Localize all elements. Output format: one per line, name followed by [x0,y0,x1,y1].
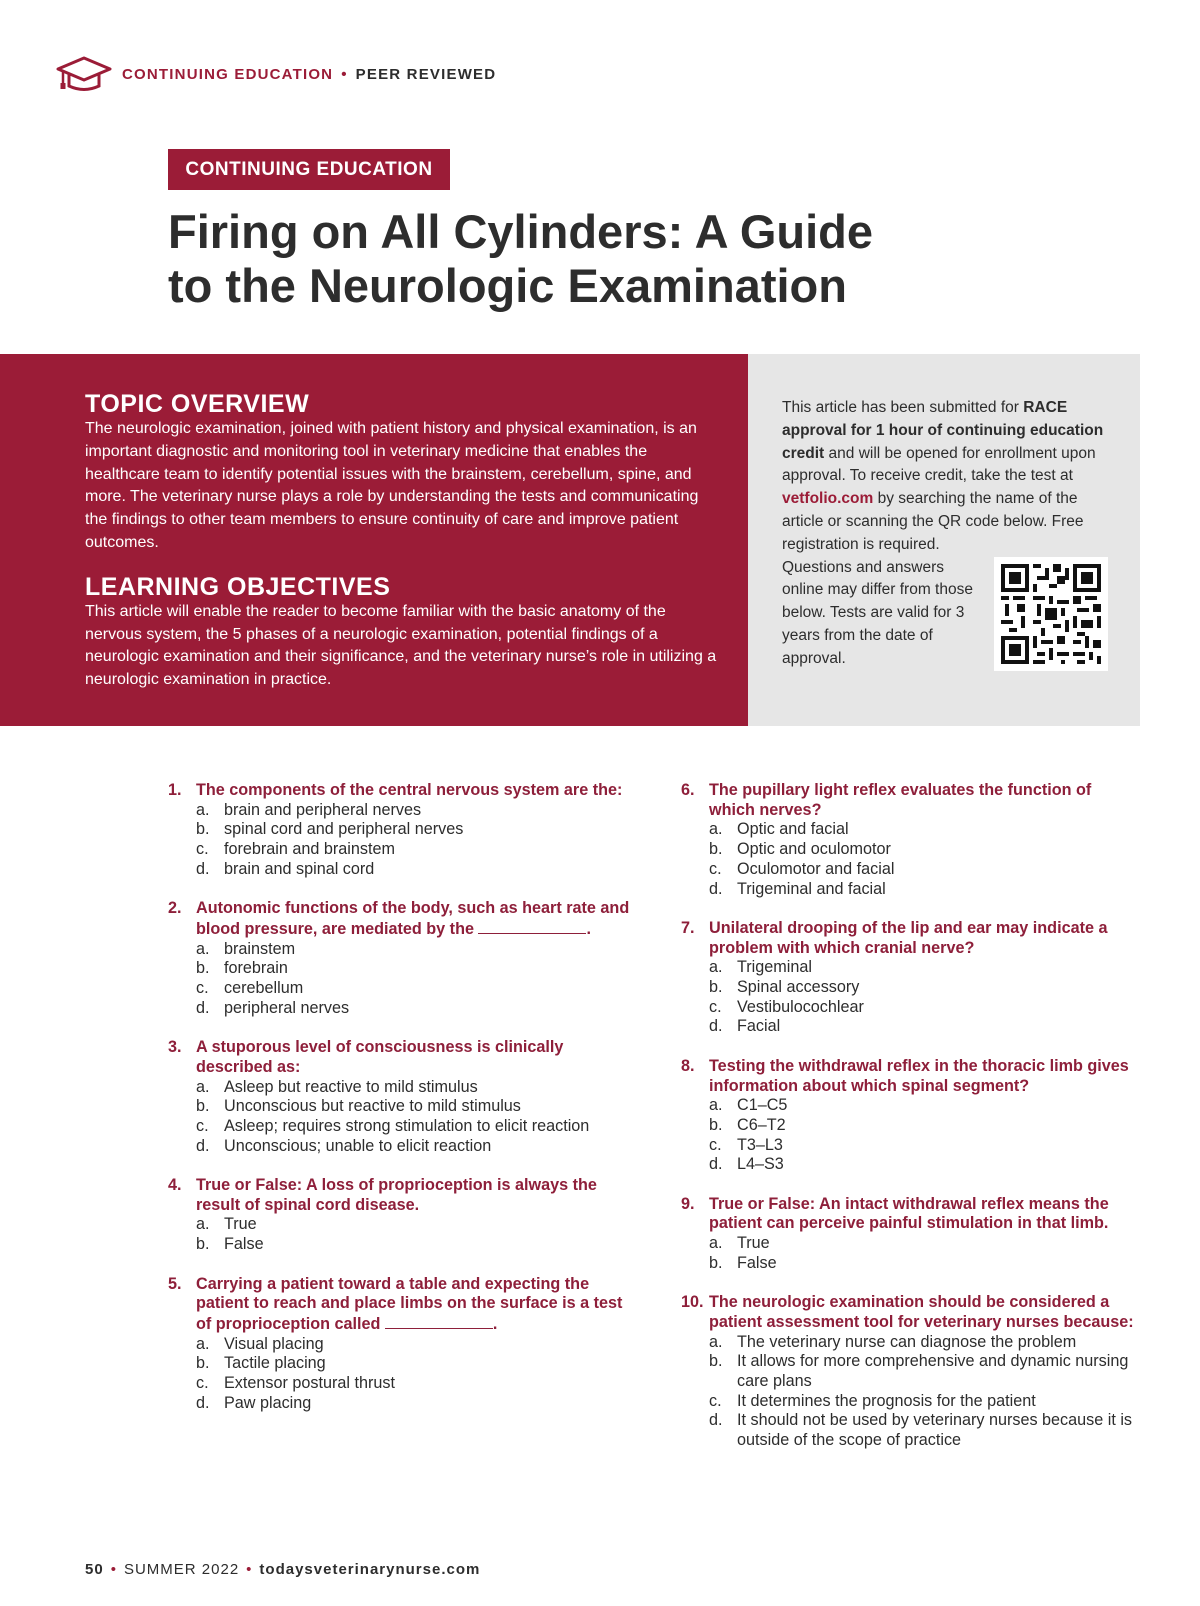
footer-separator: • [246,1561,253,1578]
option-text: Trigeminal and facial [737,879,886,898]
answer-option [168,1335,638,1355]
question-item [681,1293,1141,1451]
answer-option [681,998,1141,1018]
option-text: Tactile placing [224,1354,326,1373]
option-letter: d. [709,879,723,898]
option-letter: b. [709,978,723,997]
question-stem [681,1195,1141,1234]
question-number: 6. [681,781,695,799]
answer-option [681,1333,1141,1353]
option-text: Vestibulocochlear [737,997,864,1016]
question-number: 9. [681,1194,695,1213]
kicker-separator: • [341,65,348,83]
question-item [681,781,1141,899]
page-number: 50 [85,1561,104,1578]
answer-option [168,1117,638,1137]
option-text: brain and spinal cord [224,859,375,878]
option-letter: c. [709,1391,722,1410]
credit-intro: This article has been submitted for [782,399,1024,416]
section-header [56,54,496,94]
question-item [168,899,638,1018]
question-number: 4. [168,1176,182,1195]
option-text: forebrain [224,959,288,978]
question-stem [168,781,638,801]
title-line-2: to the Neurologic Examination [168,259,847,312]
answer-option [168,1235,638,1255]
option-letter: b. [196,959,210,978]
question-text-body: True or False: An intact withdrawal reflex means the patient can perceive painful stimulation in that limb. [709,1194,1109,1233]
question-text [709,919,1141,958]
answer-option [168,1215,638,1235]
article-title [168,205,968,313]
website-link[interactable]: todaysveterinarynurse.com [259,1561,481,1578]
question-stem [681,1057,1141,1096]
question-number: 8. [681,1056,695,1075]
option-text: True [737,1234,770,1253]
answer-option [681,880,1141,900]
option-letter: d. [196,859,210,878]
credit-info-panel [748,354,1140,726]
option-letter: b. [709,1115,723,1134]
ce-badge: CONTINUING EDUCATION [168,149,450,190]
option-letter: a. [196,939,210,958]
graduation-cap-icon [56,55,112,93]
answer-option [681,1155,1141,1175]
option-letter: a. [196,800,210,819]
option-text: Visual placing [224,1334,324,1353]
answer-option [168,840,638,860]
answer-option [681,820,1141,840]
question-number: 7. [681,918,695,937]
question-item [681,1195,1141,1274]
option-letter: b. [196,1097,210,1116]
answer-blank [385,1314,493,1329]
credit-race-approval: RACE approval for 1 hour of continuing education credit [782,399,1104,462]
option-text: True [224,1215,257,1234]
option-letter: c. [709,1135,722,1154]
answer-option [168,979,638,999]
question-text-body: A stuporous level of consciousness is clinically described as: [196,1038,564,1076]
option-letter: c. [196,1116,209,1135]
question-stem [168,899,638,939]
option-letter: d. [196,998,210,1017]
option-text: The veterinary nurse can diagnose the problem [737,1332,1077,1351]
answer-option [168,820,638,840]
option-letter: b. [196,1354,210,1373]
option-letter: b. [196,820,210,839]
vetfolio-link[interactable]: vetfolio.com [782,490,874,508]
page-footer [85,1561,480,1578]
question-text [709,781,1141,820]
answer-option [681,1234,1141,1254]
option-letter: a. [709,1332,723,1351]
option-letter: c. [709,859,722,878]
answer-option [168,1097,638,1117]
question-text [196,1176,638,1215]
option-letter: b. [196,1235,210,1254]
answer-option [168,860,638,880]
option-letter: d. [196,1393,210,1412]
option-text: False [737,1253,777,1272]
credit-info-text [782,397,1114,557]
qr-code-icon [1001,564,1101,664]
option-letter: a. [196,1077,210,1096]
option-letter: a. [709,820,723,839]
topic-overview-text: The neurologic examination, joined with patient history and physical examination, is an important diagnostic and monitoring tool in veterinary medicine that enables the healthcare team to identify potential issues with the brainstem, cerebellum, spine, and more. The veterinary nurse plays a role by understanding the tests and communicating the findings to other team members to ensure continuity of care and improve patient outcomes. [85,420,699,551]
option-text: forebrain and brainstem [224,840,395,859]
question-text-body: The pupillary light reflex evaluates the function of which nerves? [709,781,1092,819]
option-text: Asleep; requires strong stimulation to elicit reaction [224,1116,590,1135]
kicker [122,66,496,83]
option-text: C1–C5 [737,1096,788,1115]
qr-code[interactable] [994,557,1108,671]
question-text [709,1195,1141,1234]
question-item [168,1275,638,1414]
question-item [168,1038,638,1156]
question-number: 3. [168,1038,182,1057]
answer-option [168,801,638,821]
option-letter: a. [196,1334,210,1353]
answer-option [681,958,1141,978]
question-stem [681,919,1141,958]
learning-objectives-text: This article will enable the reader to become familiar with the basic anatomy of the nervous system, the 5 phases of a neurologic examination, potential findings of a neurologic examination and their significance, and the veterinary nurse’s role in utilizing a neurologic examination in practice. [85,602,717,689]
option-letter: a. [709,958,723,977]
answer-option [168,999,638,1019]
option-text: Oculomotor and facial [737,859,895,878]
option-letter: c. [196,840,209,859]
question-text [196,899,638,939]
topic-overview-heading: TOPIC OVERVIEW [85,390,310,418]
option-text: It allows for more comprehensive and dynamic nursing care plans [737,1352,1129,1391]
question-text-body: Carrying a patient toward a table and expecting the patient to reach and place limbs on the surface is a test of proprioception called [196,1274,623,1333]
option-text: Unconscious; unable to elicit reaction [224,1136,492,1155]
option-text: cerebellum [224,979,304,998]
answer-option [681,840,1141,860]
question-stem [168,1176,638,1215]
option-letter: d. [709,1411,723,1430]
question-item [168,1176,638,1255]
question-stem [168,1275,638,1335]
option-text: spinal cord and peripheral nerves [224,820,464,839]
option-text: Paw placing [224,1393,312,1412]
question-text [196,1038,638,1077]
kicker-review: PEER REVIEWED [355,65,497,83]
option-letter: d. [196,1136,210,1155]
option-text: brain and peripheral nerves [224,800,422,819]
option-text: T3–L3 [737,1135,783,1154]
footer-separator: • [110,1561,117,1578]
question-text-body: True or False: A loss of proprioception is always the result of spinal cord disease. [196,1176,597,1214]
option-text: Facial [737,1017,781,1036]
option-letter: c. [196,979,209,998]
option-text: Spinal accessory [737,978,860,997]
option-text: Extensor postural thrust [224,1374,395,1393]
credit-lower-row [782,557,1114,671]
question-text [196,1275,638,1335]
answer-option [168,1374,638,1394]
credit-middle: and will be opened for enrollment upon approval. To receive credit, take the test at [782,444,1096,485]
credit-disclaimer: Questions and answers online may differ from those below. Tests are valid for 3 years from the date of approval. [782,558,973,667]
option-text: Unconscious but reactive to mild stimulus [224,1097,521,1116]
issue-label: SUMMER 2022 [123,1561,240,1578]
question-text-body: The components of the central nervous system are the: [196,781,623,799]
question-stem [681,781,1141,820]
question-text-end: . [586,919,591,938]
answer-option [681,1392,1141,1412]
question-number: 5. [168,1274,182,1293]
question-text-end: . [492,1314,498,1333]
question-text [709,1293,1141,1332]
kicker-section: CONTINUING EDUCATION [122,65,334,83]
answer-option [681,1254,1141,1274]
answer-option [681,1352,1141,1391]
question-number: 1. [168,781,182,799]
answer-option [681,1136,1141,1156]
option-text: It should not be used by veterinary nurses because it is outside of the scope of practice [737,1411,1133,1450]
answer-option [168,1354,638,1374]
answer-option [168,1137,638,1157]
option-text: False [224,1235,264,1254]
option-letter: d. [709,1017,723,1036]
question-text [709,1057,1141,1096]
option-text: Trigeminal [737,958,812,977]
answer-option [681,1096,1141,1116]
option-text: Asleep but reactive to mild stimulus [224,1077,478,1096]
answer-option [168,959,638,979]
answer-option [168,1078,638,1098]
option-letter: a. [709,1234,723,1253]
question-number: 10. [681,1293,704,1312]
option-letter: b. [709,1253,723,1272]
option-text: peripheral nerves [224,998,350,1017]
question-text-body: Unilateral drooping of the lip and ear may indicate a problem with which cranial nerve? [709,918,1108,957]
option-text: brainstem [224,939,296,958]
question-text-body: The neurologic examination should be considered a patient assessment tool for veterinary nurses because: [709,1293,1134,1331]
option-letter: b. [709,840,723,859]
answer-option [681,1017,1141,1037]
option-text: L4–S3 [737,1155,784,1174]
option-text: Optic and oculomotor [737,840,891,859]
overview-panel [0,354,748,726]
option-letter: c. [709,997,722,1016]
question-text [196,781,638,801]
option-letter: a. [709,1096,723,1115]
learning-objectives-heading: LEARNING OBJECTIVES [85,572,391,601]
question-number: 2. [168,899,182,918]
title-line-1: Firing on All Cylinders: A Guide [168,205,874,258]
answer-option [168,940,638,960]
answer-option [681,978,1141,998]
question-item [681,919,1141,1037]
question-item [681,1057,1141,1175]
option-letter: a. [196,1215,210,1234]
option-text: It determines the prognosis for the patient [737,1391,1036,1410]
question-text-body: Testing the withdrawal reflex in the thoracic limb gives information about which spinal segment? [709,1056,1129,1095]
question-stem [681,1293,1141,1332]
answer-blank [478,919,586,934]
option-letter: b. [709,1352,723,1371]
option-text: C6–T2 [737,1115,786,1134]
questions-left-column [168,781,638,1433]
option-letter: d. [709,1155,723,1174]
question-item [168,781,638,880]
answer-option [681,1116,1141,1136]
answer-option [168,1394,638,1414]
question-stem [168,1038,638,1077]
questions-right-column [681,781,1141,1471]
option-text: Optic and facial [737,820,849,839]
option-letter: c. [196,1374,209,1393]
credit-after-link: by searching the name of the article or scanning the QR code below. Free registration is required. [782,490,1084,553]
answer-option [681,1411,1141,1450]
answer-option [681,860,1141,880]
question-text-body: Autonomic functions of the body, such as heart rate and blood pressure, are mediated by the [196,899,630,938]
